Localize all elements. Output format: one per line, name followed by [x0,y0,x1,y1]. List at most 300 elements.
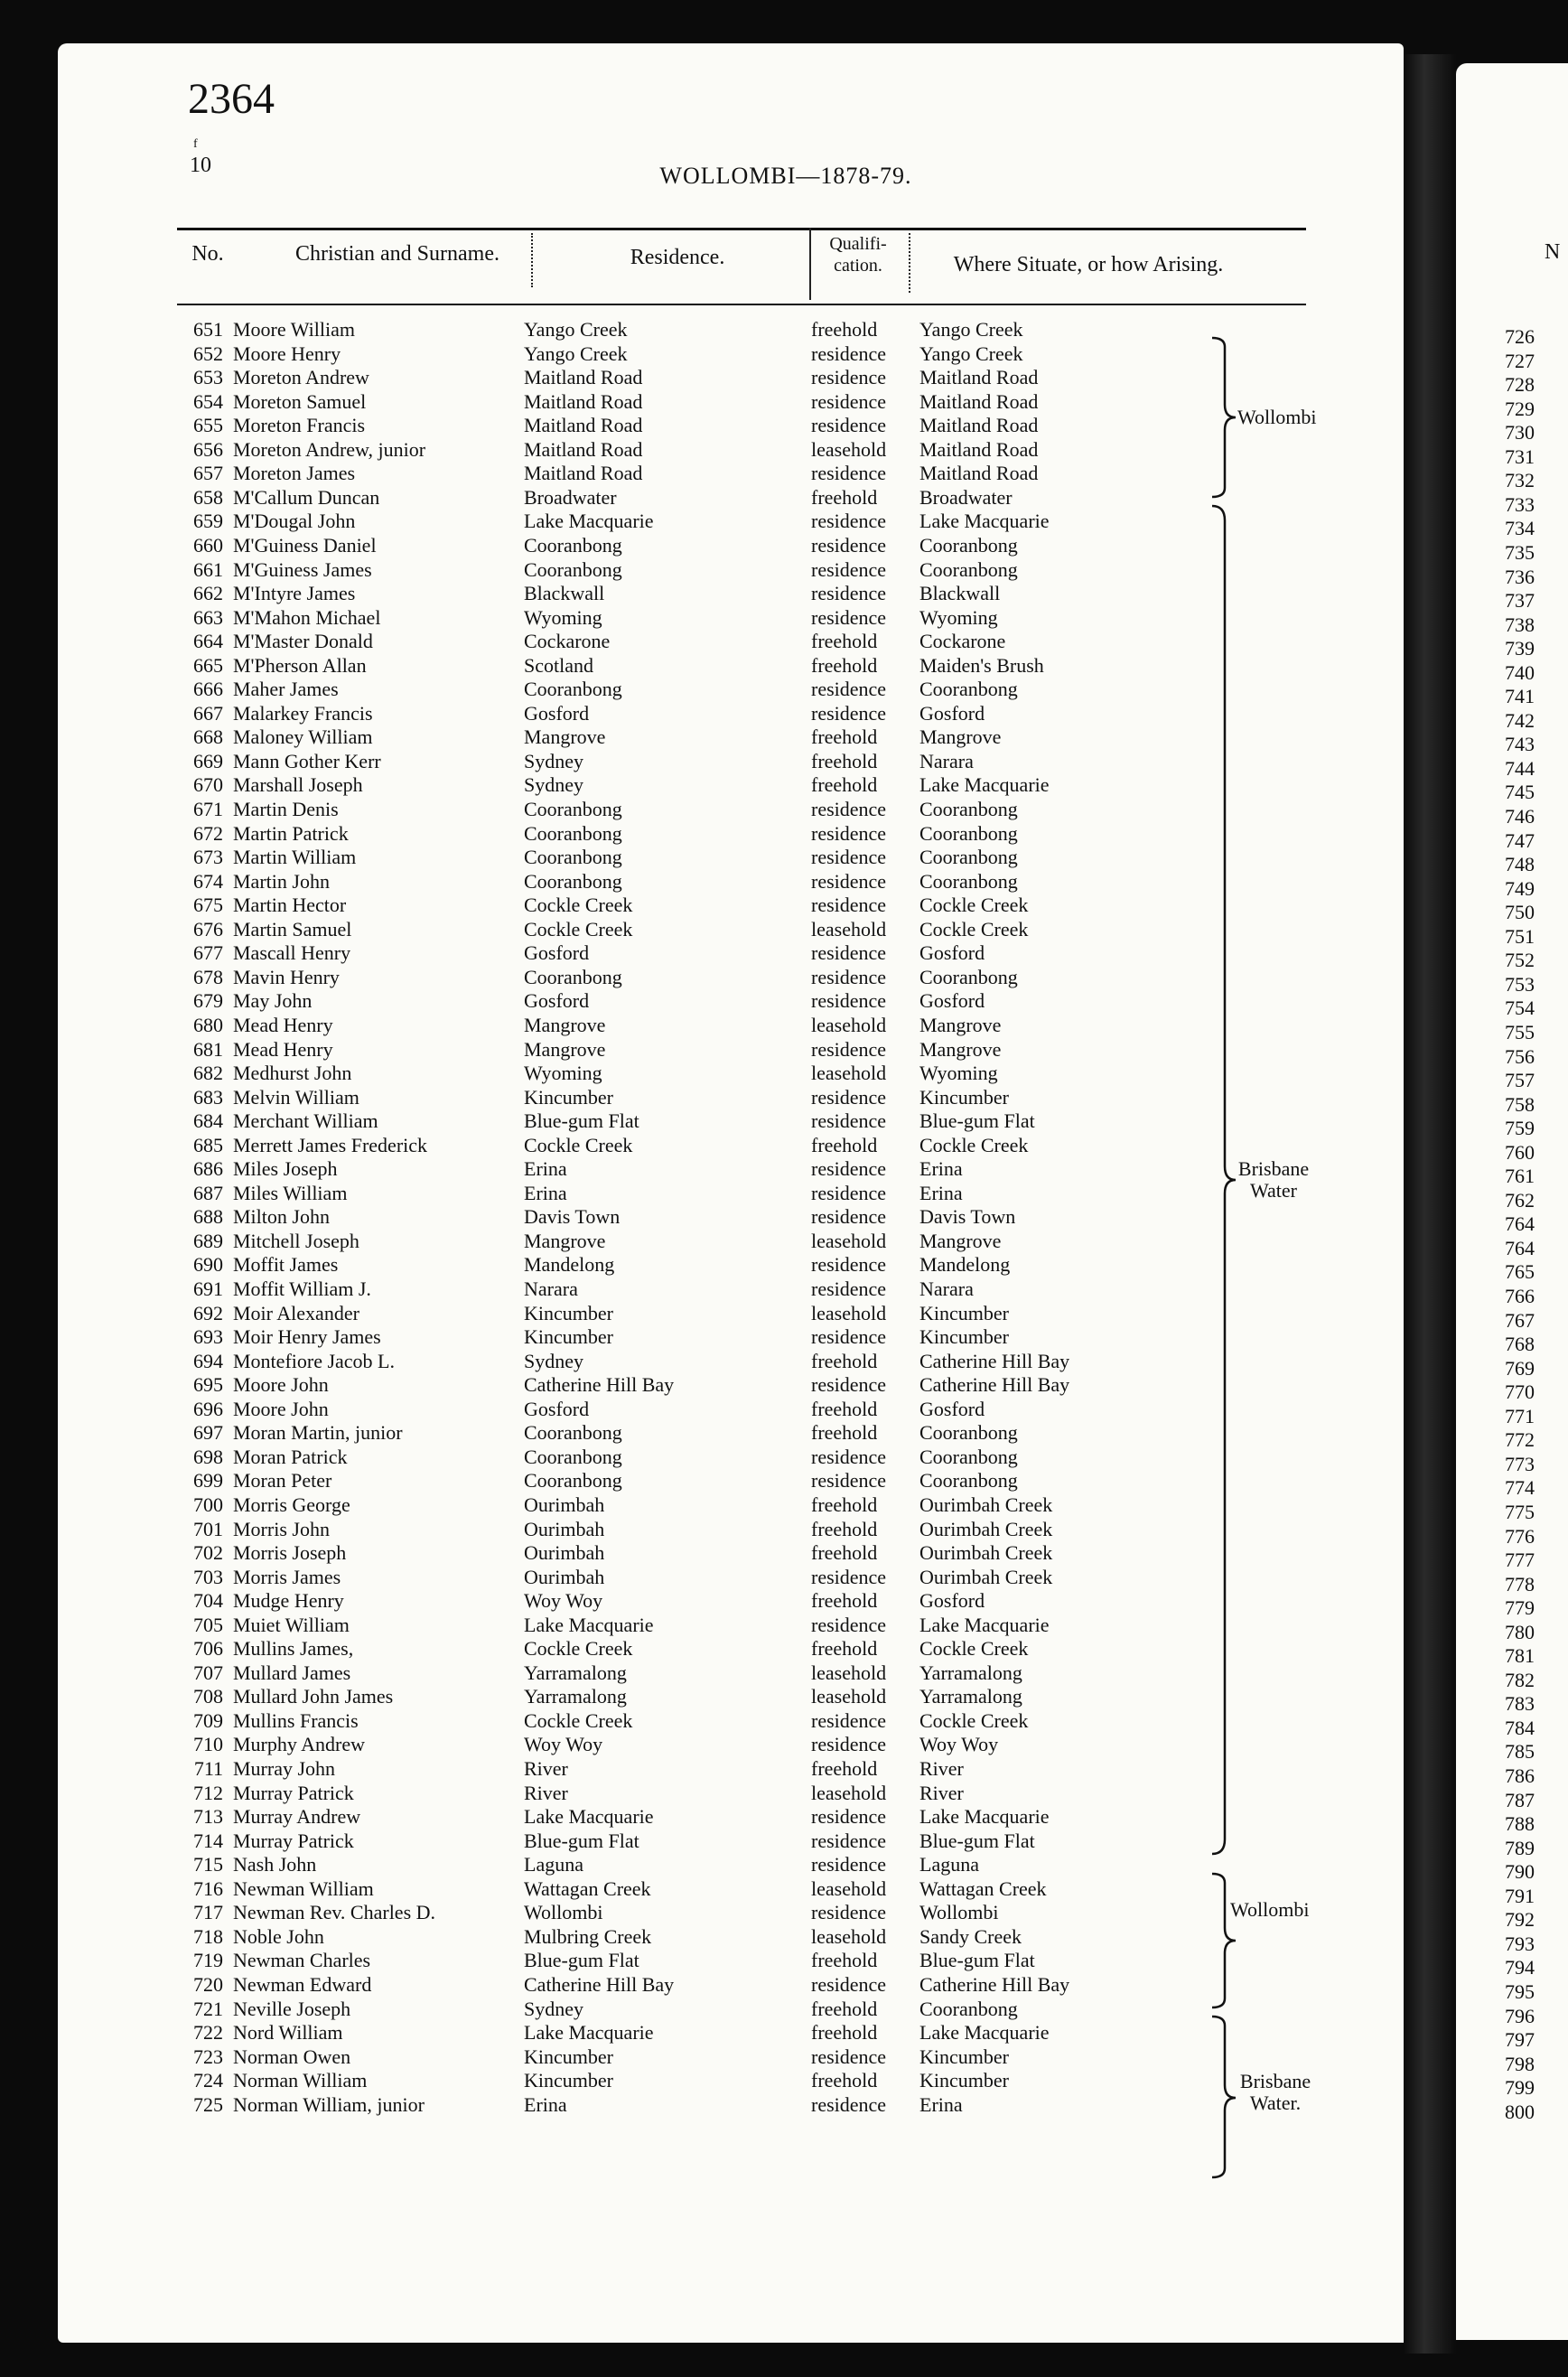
voter-name: Moir Alexander [233,1301,359,1324]
voter-name: Nord William [233,2021,343,2045]
entry-number: 689 [193,1229,223,1252]
qualification: residence [811,821,887,845]
where-situate: Yarramalong [919,1661,1022,1684]
right-page-entry-number: 737 [1505,589,1535,613]
qualification: freehold [811,1517,878,1540]
right-page-entry-number: 768 [1505,1333,1535,1356]
entry-number: 669 [193,749,223,772]
right-page-entry-number: 794 [1505,1956,1535,1979]
entry-number: 677 [193,941,223,965]
voter-name: Murray Andrew [233,1805,361,1829]
qualification: residence [811,941,887,965]
qualification: freehold [811,1493,878,1516]
qualification: freehold [811,630,878,653]
entry-number: 665 [193,653,223,677]
residence: Lake Macquarie [524,1805,654,1829]
qualification: freehold [811,1997,878,2020]
entry-number: 691 [193,1277,223,1300]
table-row [0,1830,1265,1853]
where-situate: Woy Woy [919,1733,999,1756]
right-page-entry-number: 762 [1505,1188,1535,1212]
voter-name: M'Master Donald [233,630,373,653]
entry-number: 703 [193,1565,223,1588]
residence: Cooranbong [524,1421,622,1445]
entry-number: 697 [193,1421,223,1445]
district-label: Wollombi [1230,1898,1310,1921]
table-row [0,1398,1265,1421]
residence: Catherine Hill Bay [524,1972,675,1996]
right-page-entry-number: 797 [1505,2028,1535,2052]
voter-name: Norman Owen [233,2045,351,2068]
residence: Gosford [524,1397,590,1420]
where-situate: Cooranbong [919,1445,1018,1468]
where-situate: Gosford [919,1589,985,1613]
qualification: residence [811,1085,887,1109]
table-row [0,1518,1265,1541]
entry-number: 688 [193,1205,223,1229]
qualification: residence [811,605,887,629]
table-row [0,534,1265,557]
table-row [0,1782,1265,1805]
qualification: residence [811,366,887,389]
entry-number: 678 [193,965,223,988]
right-page-entry-number: 772 [1505,1428,1535,1452]
right-page-entry-number: 729 [1505,397,1535,420]
right-page-entry-number: 752 [1505,949,1535,972]
right-page-entry-number: 740 [1505,660,1535,684]
voter-name: Morris James [233,1565,341,1588]
where-situate: Mandelong [919,1253,1011,1277]
header-separator [531,233,533,287]
where-situate: Cockle Creek [919,1133,1029,1156]
table-row [0,606,1265,630]
right-page-entry-number: 751 [1505,924,1535,948]
table-row [0,1614,1265,1637]
where-situate: Kincumber [919,1325,1009,1349]
entry-number: 696 [193,1397,223,1420]
residence: Mangrove [524,1013,606,1036]
voter-name: Medhurst John [233,1062,352,1085]
entry-number: 702 [193,1541,223,1565]
header-name: Christian and Surname. [295,242,499,266]
qualification: residence [811,1445,887,1468]
right-page-entry-number: 792 [1505,1908,1535,1932]
right-page-entry-number: 760 [1505,1140,1535,1164]
voter-name: Murray Patrick [233,1781,354,1804]
right-page-entry-number: 727 [1505,349,1535,372]
voter-name: Maloney William [233,725,373,749]
qualification: residence [811,342,887,365]
residence: Cooranbong [524,798,622,820]
entry-number: 695 [193,1373,223,1397]
right-page-entry-number: 731 [1505,445,1535,468]
qualification: residence [811,1469,887,1493]
table-row [0,1421,1265,1445]
where-situate: Catherine Hill Bay [919,1972,1070,1996]
entry-number: 680 [193,1013,223,1036]
qualification: freehold [811,2069,878,2092]
table-row [0,438,1265,462]
qualification: freehold [811,1421,878,1445]
entry-number: 692 [193,1301,223,1324]
voter-name: Moreton Andrew, junior [233,437,426,461]
table-row [0,1589,1265,1613]
right-page-entry-number: 766 [1505,1285,1535,1307]
right-page-entry-number: 775 [1505,1500,1535,1523]
right-page-entry-number: 773 [1505,1452,1535,1475]
residence: River [524,1757,568,1780]
where-situate: Narara [919,1277,974,1300]
entry-number: 715 [193,1853,223,1876]
table-row [0,798,1265,821]
table-row [0,2021,1265,2045]
entry-number: 652 [193,342,223,365]
where-situate: Cooranbong [919,798,1018,820]
residence: Gosford [524,701,590,725]
entry-number: 667 [193,701,223,725]
residence: Mulbring Creek [524,1924,652,1948]
right-page-entry-number: 784 [1505,1716,1535,1739]
residence: Cockle Creek [524,1133,633,1156]
table-row [0,1541,1265,1565]
voter-name: Moreton Samuel [233,389,367,413]
table-row [0,342,1265,366]
right-page-entry-number: 767 [1505,1308,1535,1332]
residence: Lake Macquarie [524,1613,654,1636]
where-situate: Cockle Creek [919,1708,1029,1732]
table-row [0,558,1265,582]
table-row [0,2093,1265,2117]
voter-name: Martin William [233,846,357,869]
qualification: residence [811,1733,887,1756]
residence: Kincumber [524,2069,613,2092]
right-page-entry-number: 769 [1505,1356,1535,1380]
residence: Cockle Creek [524,1637,633,1661]
residence: Cooranbong [524,678,622,701]
table-row [0,1109,1265,1133]
right-page-entry-number: 743 [1505,733,1535,756]
voter-name: Newman Charles [233,1949,371,1972]
qualification: residence [811,533,887,557]
right-page-entry-number: 798 [1505,2052,1535,2075]
residence: Ourimbah [524,1517,605,1540]
qualification: freehold [811,1397,878,1420]
table-row [0,1086,1265,1109]
qualification: leasehold [811,1876,887,1900]
voter-name: M'Guiness James [233,557,372,581]
entry-number: 720 [193,1972,223,1996]
residence: Blue-gum Flat [524,1949,639,1972]
where-situate: Gosford [919,989,985,1013]
voter-name: Murray John [233,1757,336,1780]
qualification: residence [811,701,887,725]
voter-name: Morris John [233,1517,330,1540]
right-page-entry-number: 748 [1505,853,1535,876]
where-situate: Maiden's Brush [919,653,1044,677]
table-row [0,1302,1265,1325]
right-page-entry-number: 791 [1505,1884,1535,1907]
qualification: residence [811,1565,887,1588]
right-page-entry-number: 764 [1505,1236,1535,1259]
qualification: freehold [811,725,878,749]
qualification: leasehold [811,1301,887,1324]
where-situate: Maitland Road [919,366,1039,389]
voter-name: Martin Hector [233,894,347,917]
qualification: freehold [811,749,878,772]
where-situate: Broadwater [919,485,1013,509]
qualification: residence [811,869,887,893]
page-title: WOLLOMBI—1878-79. [659,163,912,189]
header-bottom-rule [177,304,1306,305]
right-page-entry-number: 739 [1505,637,1535,660]
residence: Laguna [524,1853,583,1876]
voter-name: Martin John [233,869,330,893]
residence: Yango Creek [524,318,628,341]
right-page-entry-number: 765 [1505,1260,1535,1284]
header-top-rule [177,228,1306,230]
voter-name: Mullins James, [233,1637,354,1661]
table-row [0,1973,1265,1997]
right-page-entry-number: 741 [1505,685,1535,708]
qualification: residence [811,582,887,605]
voter-name: Merchant William [233,1109,378,1133]
voter-name: M'Callum Duncan [233,485,380,509]
table-row [0,1325,1265,1349]
entry-number: 694 [193,1349,223,1372]
where-situate: Wattagan Creek [919,1876,1047,1900]
right-page-entry-number: 796 [1505,2004,1535,2027]
where-situate: Catherine Hill Bay [919,1373,1070,1397]
voter-name: Miles William [233,1181,348,1204]
entry-number: 704 [193,1589,223,1613]
voter-name: Morris George [233,1493,350,1516]
residence: Kincumber [524,1085,613,1109]
qualification: residence [811,510,887,533]
district-label: Water [1250,1179,1297,1202]
entry-number: 710 [193,1733,223,1756]
residence: Lake Macquarie [524,2021,654,2045]
residence: Blackwall [524,582,605,605]
table-row [0,989,1265,1013]
voter-name: Miles Joseph [233,1157,338,1181]
table-row [0,941,1265,965]
entry-number: 717 [193,1901,223,1924]
voter-name: Newman Rev. Charles D. [233,1901,436,1924]
table-row [0,1877,1265,1901]
voter-name: Morris Joseph [233,1541,347,1565]
residence: Gosford [524,989,590,1013]
entry-number: 719 [193,1949,223,1972]
residence: Narara [524,1277,578,1300]
residence: Mangrove [524,1229,606,1252]
qualification: residence [811,2045,887,2068]
qualification: residence [811,846,887,869]
qualification: residence [811,1205,887,1229]
qualification: residence [811,2092,887,2116]
residence: Kincumber [524,1325,613,1349]
right-page-entry-number: 779 [1505,1596,1535,1620]
right-page-entry-number: 786 [1505,1764,1535,1787]
where-situate: Mangrove [919,1013,1002,1036]
entry-number: 687 [193,1181,223,1204]
qualification: residence [811,1708,887,1732]
table-row [0,2045,1265,2069]
qualification: residence [811,462,887,485]
qualification: residence [811,1805,887,1829]
entry-number: 709 [193,1708,223,1732]
table-row [0,390,1265,414]
table-row [0,1062,1265,1085]
voter-name: Neville Joseph [233,1997,351,2020]
right-page-entry-number: 787 [1505,1788,1535,1811]
table-row [0,894,1265,917]
qualification: freehold [811,485,878,509]
table-row [0,510,1265,533]
residence: Wollombi [524,1901,603,1924]
voter-name: Moran Peter [233,1469,332,1493]
table-row [0,822,1265,846]
table-row [0,1253,1265,1277]
where-situate: Wyoming [919,1062,998,1085]
where-situate: Cooranbong [919,869,1018,893]
table-row [0,846,1265,869]
entry-number: 662 [193,582,223,605]
where-situate: Maitland Road [919,462,1039,485]
entry-number: 705 [193,1613,223,1636]
table-row [0,1134,1265,1157]
table-row [0,1230,1265,1253]
residence: Lake Macquarie [524,510,654,533]
table-row [0,1709,1265,1733]
right-page-entry-number: 756 [1505,1044,1535,1068]
right-page-entry-number: 745 [1505,781,1535,804]
entry-number: 675 [193,894,223,917]
table-row [0,773,1265,797]
residence: Broadwater [524,485,617,509]
where-situate: Cooranbong [919,1997,1018,2020]
entry-number: 707 [193,1661,223,1684]
where-situate: Lake Macquarie [919,2021,1050,2045]
right-page-entry-number: 770 [1505,1380,1535,1404]
table-row [0,318,1265,342]
residence: Cockle Creek [524,917,633,941]
entry-number: 676 [193,917,223,941]
voter-name: Norman William [233,2069,368,2092]
where-situate: Wyoming [919,605,998,629]
residence: Cooranbong [524,1469,622,1493]
table-row [0,750,1265,773]
where-situate: Lake Macquarie [919,510,1050,533]
entry-number: 721 [193,1997,223,2020]
table-row [0,1998,1265,2021]
residence: Scotland [524,653,593,677]
entry-number: 686 [193,1157,223,1181]
where-situate: Cockarone [919,630,1006,653]
qualification: leasehold [811,917,887,941]
entry-number: 653 [193,366,223,389]
header-where: Where Situate, or how Arising. [953,253,1224,276]
header-no: No. [191,242,224,266]
page-gutter [1404,54,1456,2354]
qualification: residence [811,1829,887,1852]
table-row [0,486,1265,510]
where-situate: Kincumber [919,1301,1009,1324]
entry-number: 712 [193,1781,223,1804]
qualification: residence [811,1277,887,1300]
district-label: Brisbane [1239,2070,1311,2092]
table-row [0,462,1265,485]
voter-name: Noble John [233,1924,324,1948]
right-page-entry-number: 764 [1505,1212,1535,1236]
district-label: Wollombi [1237,406,1317,428]
right-page-entry-number: 789 [1505,1836,1535,1859]
where-situate: Yango Creek [919,318,1023,341]
voter-name: Muiet William [233,1613,350,1636]
voter-name: Moreton Andrew [233,366,369,389]
voter-name: M'Intyre James [233,582,356,605]
qualification: freehold [811,1949,878,1972]
qualification: leasehold [811,1781,887,1804]
entry-number: 681 [193,1037,223,1061]
where-situate: Sandy Creek [919,1924,1022,1948]
entry-number: 672 [193,821,223,845]
residence: Maitland Road [524,414,643,437]
table-row [0,1805,1265,1829]
right-page-entry-number: 746 [1505,805,1535,828]
table-row [0,2069,1265,2092]
right-page-entry-number: 749 [1505,876,1535,900]
table-row [0,1350,1265,1373]
where-situate: Cooranbong [919,1421,1018,1445]
qualification: leasehold [811,1924,887,1948]
qualification: residence [811,1253,887,1277]
where-situate: Kincumber [919,2045,1009,2068]
table-row [0,366,1265,389]
right-page-entry-number: 774 [1505,1476,1535,1500]
qualification: residence [811,1325,887,1349]
voter-name: Martin Denis [233,798,339,820]
entry-number: 668 [193,725,223,749]
where-situate: Blue-gum Flat [919,1109,1035,1133]
voter-name: Maher James [233,678,339,701]
right-page-entry-number: 742 [1505,708,1535,732]
table-row [0,630,1265,653]
entry-number: 724 [193,2069,223,2092]
voter-name: Milton John [233,1205,330,1229]
where-situate: Mangrove [919,725,1002,749]
entry-number: 670 [193,773,223,797]
brace-wollombi-2 [1207,1870,1252,2011]
residence: Woy Woy [524,1733,603,1756]
qualification: residence [811,798,887,820]
residence: Cooranbong [524,846,622,869]
voter-name: Moran Patrick [233,1445,348,1468]
right-page-entry-number: 733 [1505,492,1535,516]
where-situate: Davis Town [919,1205,1016,1229]
qualification: freehold [811,773,878,797]
residence: Erina [524,1181,567,1204]
residence: Wattagan Creek [524,1876,651,1900]
voter-name: Merrett James Frederick [233,1133,428,1156]
entry-number: 655 [193,414,223,437]
qualification: residence [811,965,887,988]
residence: Maitland Road [524,389,643,413]
entry-number: 682 [193,1062,223,1085]
where-situate: Kincumber [919,1085,1009,1109]
residence: Cockarone [524,630,611,653]
voter-name: Mavin Henry [233,965,340,988]
voter-name: May John [233,989,313,1013]
